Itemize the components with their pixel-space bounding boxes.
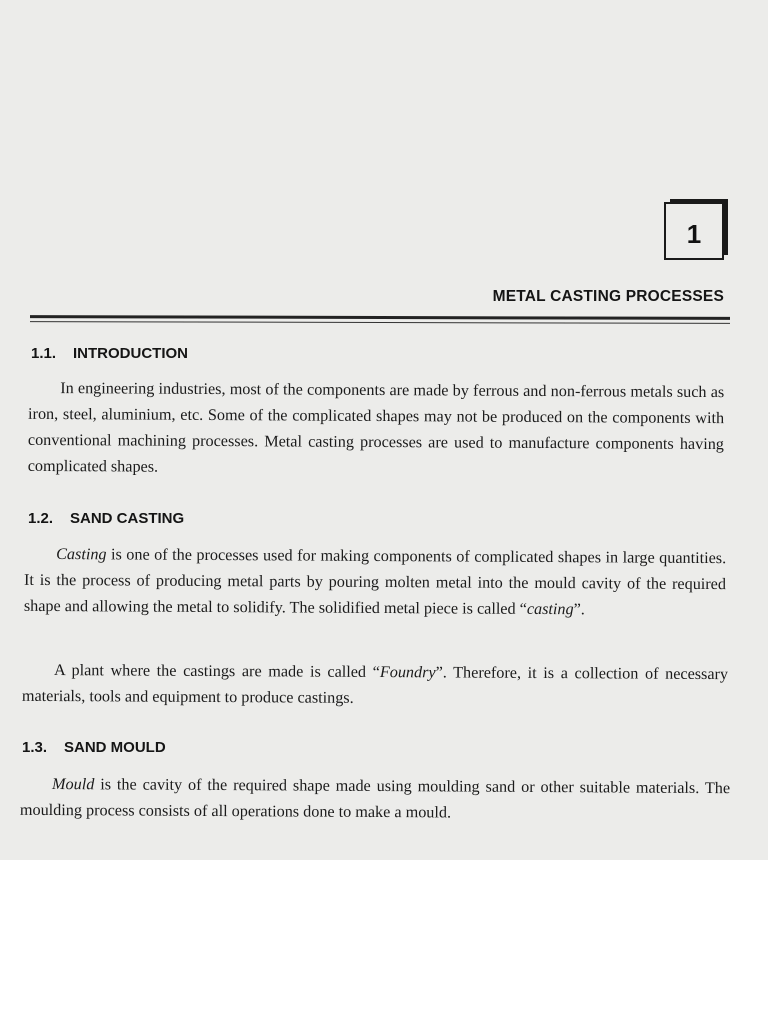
term-mould: Mould bbox=[52, 775, 95, 794]
paragraph-text: is one of the processes used for making components of complicated shapes in large quantities. It is the process of producing metal parts by pouring molten metal into the mould cavity of the required shape and allowing the metal to solidify. The solidified metal piece is called “ bbox=[23, 545, 727, 618]
section-number: 1.2. bbox=[28, 510, 54, 527]
chapter-number: 1 bbox=[686, 218, 702, 249]
paragraph-mould-definition bbox=[20, 771, 730, 827]
paragraph-text-tail: ”. bbox=[573, 600, 585, 619]
chapter-number-box bbox=[664, 202, 724, 260]
section-title: SAND MOULD bbox=[64, 739, 166, 756]
section-title: INTRODUCTION bbox=[73, 345, 188, 362]
section-heading-introduction bbox=[31, 345, 188, 362]
section-heading-sand-mould bbox=[22, 739, 166, 756]
page-bottom-blank bbox=[0, 860, 768, 1024]
section-number: 1.1. bbox=[31, 345, 57, 362]
section-title: SAND CASTING bbox=[70, 510, 185, 527]
term-casting-quoted: casting bbox=[526, 599, 574, 619]
paragraph-text: A plant where the castings are made is called “ bbox=[54, 661, 380, 682]
term-foundry: Foundry bbox=[379, 663, 436, 682]
paragraph-casting-definition bbox=[24, 541, 726, 623]
paragraph-foundry bbox=[22, 657, 728, 713]
chapter-rule-thin bbox=[30, 321, 730, 324]
section-number: 1.3. bbox=[22, 739, 48, 756]
section-heading-sand-casting bbox=[28, 510, 184, 527]
paragraph-introduction: In engineering industries, most of the components are made by ferrous and non-ferrous metals such as iron, steel, aluminium, etc. Some of the complicated shapes may not be produced on the components with conventional machining processes. Metal casting processes are used to manufacture components having complicated shapes. bbox=[27, 379, 725, 476]
chapter-rule-thick bbox=[30, 315, 730, 319]
chapter-title: METAL CASTING PROCESSES bbox=[492, 288, 724, 305]
paragraph-text-tail: ”. Therefore, it is a collection of necessary materials, tools and equipment to produce castings. bbox=[21, 663, 729, 707]
term-casting: Casting bbox=[56, 545, 107, 564]
paragraph-text: is the cavity of the required shape made using moulding sand or other suitable materials. The moulding process consists of all operations done to make a mould. bbox=[19, 775, 731, 822]
